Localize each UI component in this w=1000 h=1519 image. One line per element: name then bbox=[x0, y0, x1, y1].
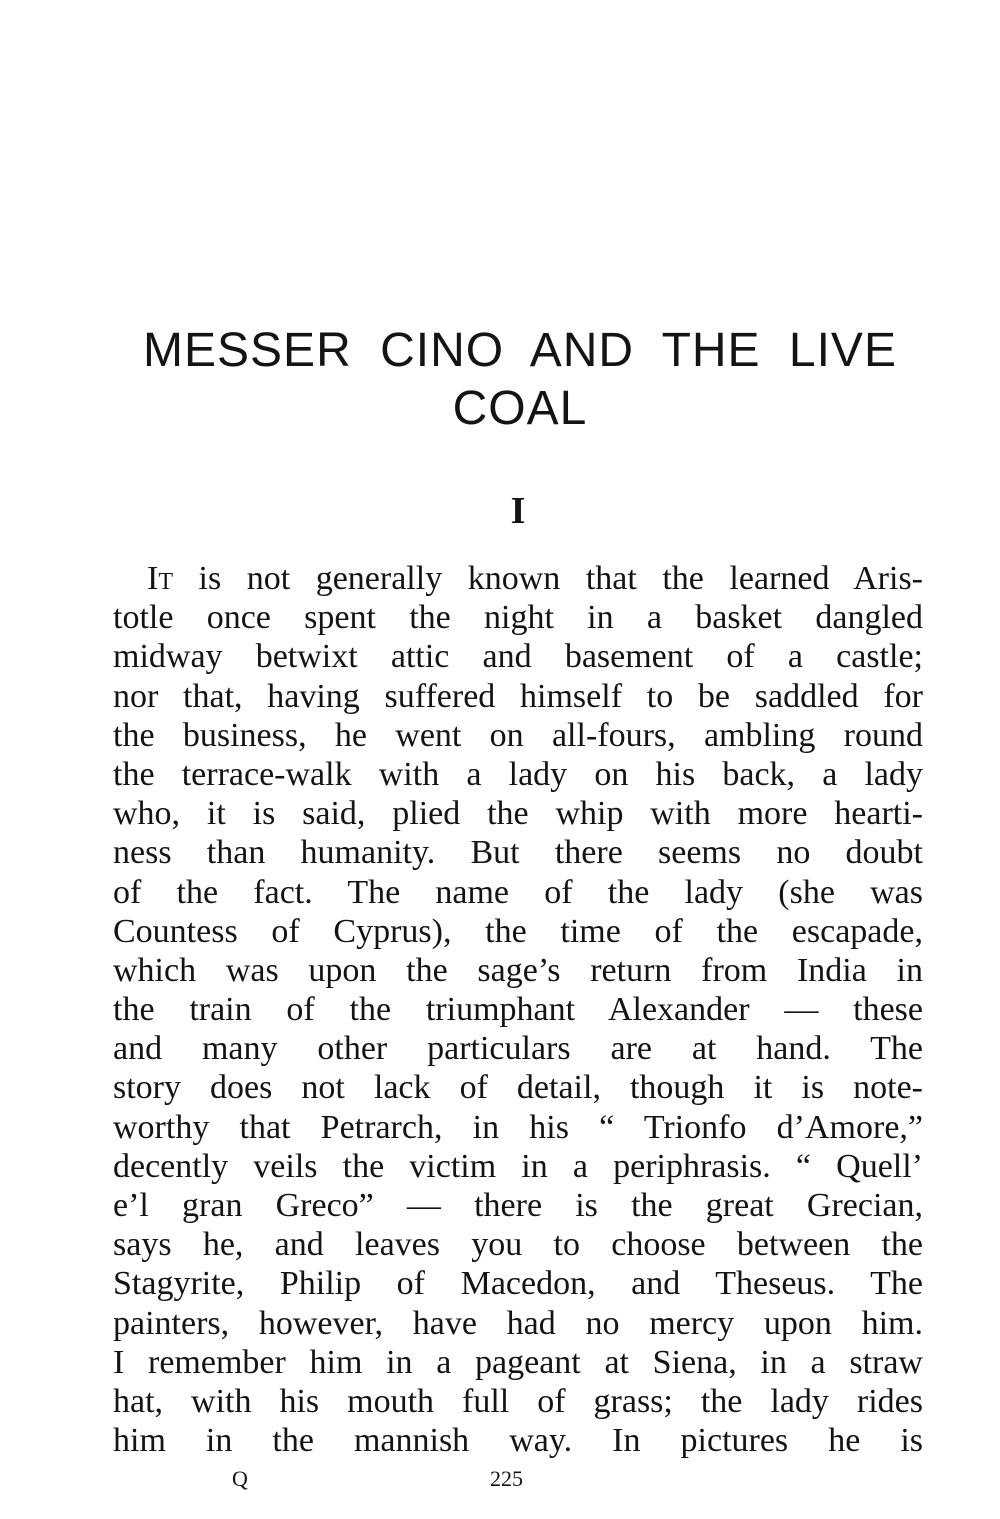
text-line: him in the mannish way. In pictures he is bbox=[113, 1422, 923, 1460]
text-line-1: It is not generally known that the learned Aris- bbox=[147, 560, 923, 597]
text-line: totle once spent the night in a basket dangled bbox=[113, 599, 923, 637]
text-line: nor that, having suffered himself to be saddled for bbox=[113, 677, 923, 715]
text-line: the terrace-walk with a lady on his back, a lady bbox=[113, 755, 923, 793]
chapter-title-line-1: MESSER CINO AND THE LIVE bbox=[143, 324, 897, 377]
text-line: and many other particulars are at hand. The bbox=[113, 1030, 923, 1068]
text-line: worthy that Petrarch, in his “ Trionfo d’Amore,” bbox=[113, 1108, 923, 1146]
text-line: of the fact. The name of the lady (she was bbox=[113, 873, 923, 911]
text-line: hat, with his mouth full of grass; the lady rides bbox=[113, 1382, 923, 1420]
text-line: the train of the triumphant Alexander — these bbox=[113, 991, 923, 1029]
text-line: who, it is said, plied the whip with more hearti- bbox=[113, 795, 923, 833]
text-line: decently veils the victim in a periphrasis. “ Quell’ bbox=[113, 1147, 923, 1185]
page-footer bbox=[0, 1466, 1000, 1496]
text-line: Countess of Cyprus), the time of the escapade, bbox=[113, 912, 923, 950]
text-line: says he, and leaves you to choose between the bbox=[113, 1226, 923, 1264]
page-number: 225 bbox=[490, 1466, 523, 1491]
text-line: the business, he went on all-fours, ambling round bbox=[113, 716, 923, 754]
signature-mark: Q bbox=[232, 1466, 248, 1491]
text-line: e’l gran Greco” — there is the great Grecian, bbox=[113, 1187, 923, 1224]
text-line: which was upon the sage’s return from India in bbox=[113, 951, 923, 989]
text-line: story does not lack of detail, though it is note- bbox=[113, 1069, 923, 1107]
text-line: ness than humanity. But there seems no doubt bbox=[113, 834, 923, 872]
body-paragraph bbox=[113, 559, 923, 1460]
section-numeral: I bbox=[510, 490, 526, 532]
text-line: I remember him in a pageant at Siena, in a straw bbox=[113, 1343, 923, 1381]
chapter-title-line-2: COAL bbox=[452, 382, 588, 435]
text-line: Stagyrite, Philip of Macedon, and Theseus. The bbox=[113, 1265, 923, 1303]
drop-word: It bbox=[147, 560, 173, 597]
text-line: painters, however, have had no mercy upon him. bbox=[113, 1304, 923, 1342]
text-line: midway betwixt attic and basement of a castle; bbox=[113, 638, 923, 676]
